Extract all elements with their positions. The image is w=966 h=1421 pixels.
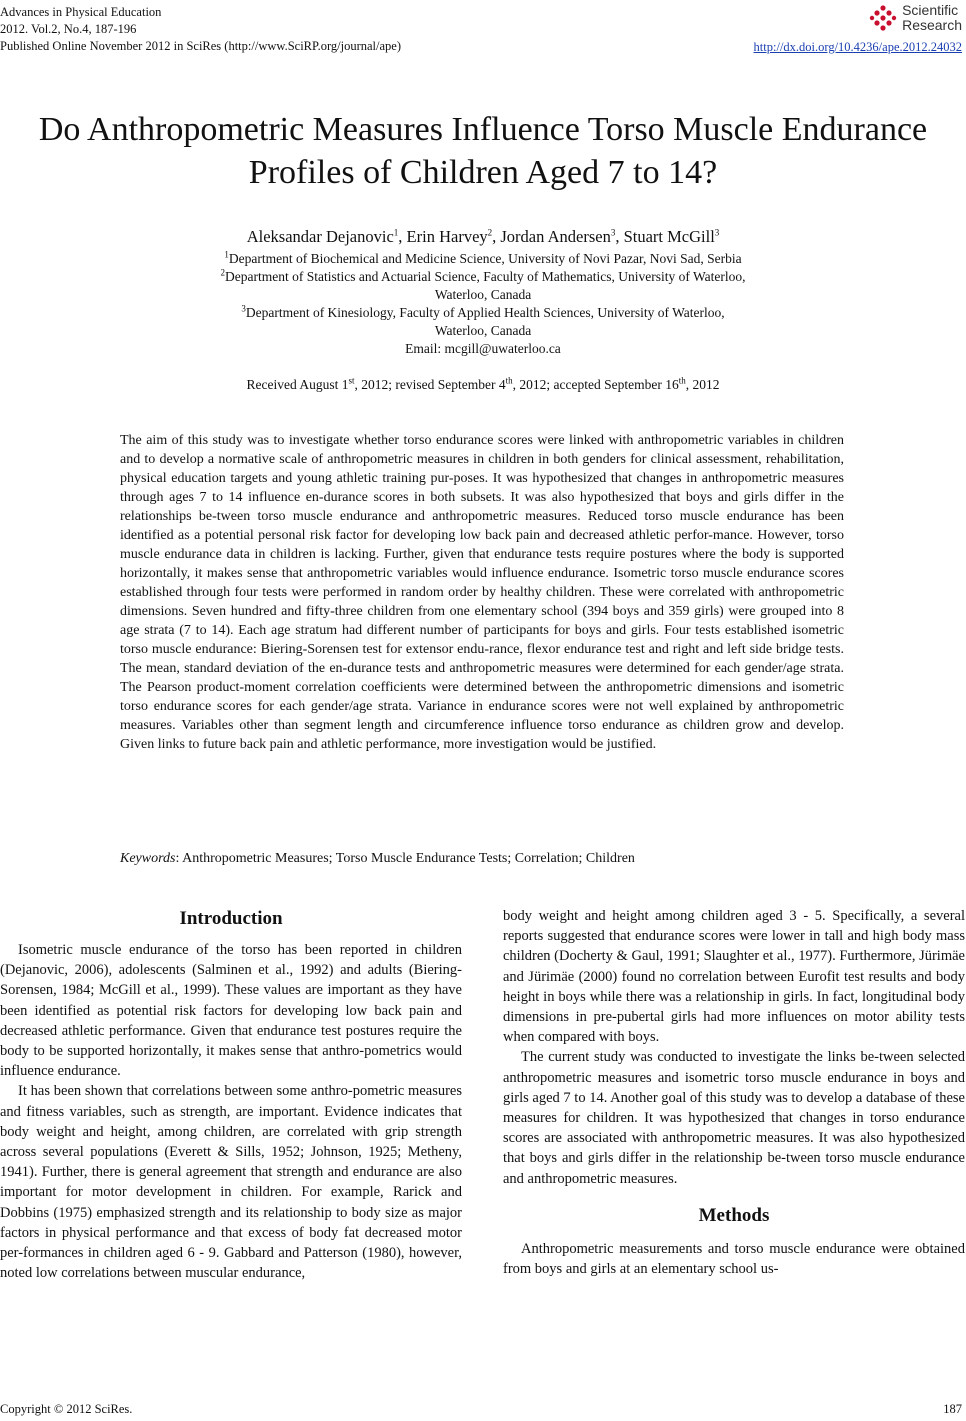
author-name: Stuart McGill (623, 227, 715, 246)
author-separator: , (398, 227, 407, 246)
left-column (0, 906, 462, 1283)
ordinal: st (348, 375, 355, 386)
keywords (120, 851, 635, 867)
author-affil-mark: 3 (714, 227, 720, 238)
intro-paragraph-2: It has been shown that correlations between some anthro-pometric measures and fitness variables, such as strength, are important. Evidence indicates that body weight and height, among children, are correlated with grip strength across several populations (Everett & Sills, 1952; Johnson, 1925; Metheny, 1941). Further, there is general agreement that strength and endurance are also important for motor development in children. For example, Rarick and Dobbins (1975) emphasized strength and its relationship to body size as major factors in physical performance and that excess of body fat decreased motor per-formances in children aged 6 - 9. Gabbard and Patterson (1980), however, noted low correlations between muscular endurance, (0, 1083, 462, 1282)
paper-title (0, 108, 966, 194)
affiliation-2 (0, 268, 966, 286)
author-name: Erin Harvey (406, 227, 488, 246)
received-dates (0, 377, 966, 393)
keywords-text: : Anthropometric Measures; Torso Muscle Endurance Tests; Correlation; Children (175, 851, 635, 866)
affiliation-2-city: Waterloo, Canada (434, 287, 532, 302)
logo-line-1: Scientific (902, 2, 959, 18)
affil-mark: 3 (241, 303, 246, 314)
abstract: The aim of this study was to investigate whether torso endurance scores were linked with anthropometric variables in children and to develop a normative scale of anthropometric measures in children in both genders for clinical assessment, rehabilitation, physical education targets and young athletic training pur-poses. It was hypothesized that changes in anthropometric measures through ages 7 to 14 influence en-durance scores in both subsets. It was also hypothesized that boys and girls differ in the relationships be-tween torso muscle endurance and anthropometric measures. Reduced torso muscle endurance has been identified as a potential personal risk factor for developing low back pain and decreased athletic perfor-mance. However, torso muscle endurance data in children is lacking. Further, given that endurance tests require postures where the body is supported horizontally, it makes sense that anthropometric variables would influence endurance. Isometric torso muscle endurance scores established through four tests were performed in random order by healthy children. These were correlated with anthropometric dimensions. Seven hundred and fifty-three children from one elementary school (394 boys and 359 girls) were grouped into 8 age strata (7 to 14). Each age stratum had different number of participants for boys and girls. Four tests established isometric torso muscle endurance: Biering-Sorensen test for extensor endu-rance, flexor endurance test and right and left side bridge tests. The mean, standard deviation of the en-durance tests and anthropometric measures were determined for each gender/age strata. The Pearson product-moment correlation coefficients were determined between the anthropometric dimensions and isometric torso endurance scores for each gender/age strata. Variance in endurance scores were not well explained by anthropometric measures. Variables other than segment length and circumference influence torso endurance as children grow and develop. Given links to future back pain and athletic performance, more investigation would be justified. (120, 433, 844, 752)
title-line-1: Do Anthropometric Measures Influence Torso Muscle Endurance (38, 111, 928, 148)
author-affil-mark: 3 (610, 227, 616, 238)
methods-heading: Methods (698, 1204, 770, 1226)
author-separator: , (492, 227, 501, 246)
affiliation-text: Department of Kinesiology, Faculty of Applied Health Sciences, University of Waterloo, (245, 305, 725, 320)
scientific-research-logo-icon (868, 3, 898, 33)
intro-paragraph-3: body weight and height among children aged 3 - 5. Specifically, a several reports suggested that endurance scores were lower in tall and high body mass children (Docherty & Gaul, 1991; Slaughter et al., 1977). Furthermore, Jürimäe and Jürimäe (2000) found no correlation between Eurofit test results and body height in boys while there was a relationship in girls. In fact, longitudinal body dimensions in pre-pubertal girls had more influences on motor ability tests when compared with boys. (503, 908, 965, 1046)
affiliation-3-city: Waterloo, Canada (434, 323, 532, 338)
date-text: , 2012; revised September 4 (354, 377, 506, 392)
author-list (0, 227, 966, 247)
affiliation-3 (0, 304, 966, 322)
publisher-logo (868, 0, 962, 36)
affiliations (0, 250, 966, 358)
contact-email: Email: mcgill@uwaterloo.ca (405, 341, 561, 356)
journal-volume: 2012. Vol.2, No.4, 187-196 (0, 22, 137, 36)
affiliation-text: Department of Statistics and Actuarial Science, Faculty of Mathematics, University of Waterloo, (224, 269, 746, 284)
page-number: 187 (943, 1402, 962, 1416)
date-text: , 2012; accepted September 16 (512, 377, 679, 392)
journal-name: Advances in Physical Education (0, 5, 162, 19)
doi-link[interactable]: http://dx.doi.org/10.4236/ape.2012.24032 (753, 40, 962, 54)
intro-paragraph-4: The current study was conducted to investigate the links be-tween selected anthropometric measures and isometric torso muscle endurance in boys and girls aged 7 to 14. Another goal of this study was to develop a database of these measures for children. It was hypothesized that changes in torso endurance scores are associated with anthropometric measures. It was also hypothesized that boys and girls differ in the relationship be-tween torso muscle endurance and anthropometric measures. (503, 1049, 965, 1187)
logo-line-2: Research (902, 17, 962, 33)
right-column (503, 906, 965, 1279)
methods-paragraph-1: Anthropometric measurements and torso muscle endurance were obtained from boys and girls at an elementary school us- (503, 1240, 965, 1278)
date-text: Received August 1 (246, 377, 349, 392)
keywords-label: Keywords (120, 851, 176, 866)
journal-header (0, 4, 401, 55)
author-affil-mark: 2 (487, 227, 493, 238)
affil-mark: 2 (220, 267, 225, 278)
author-name: Jordan Andersen (500, 227, 611, 246)
affil-mark: 1 (224, 249, 229, 260)
ordinal: th (505, 375, 513, 386)
introduction-heading: Introduction (179, 908, 283, 929)
copyright-notice: Copyright © 2012 SciRes. (0, 1402, 133, 1416)
author-name: Aleksandar Dejanovic (246, 227, 394, 246)
publication-info: Published Online November 2012 in SciRes (http://www.SciRP.org/journal/ape) (0, 39, 402, 53)
affiliation-text: Department of Biochemical and Medicine Science, University of Novi Pazar, Novi Sad, Serbia (228, 251, 742, 266)
intro-paragraph-1: Isometric muscle endurance of the torso has been reported in children (Dejanovic, 2006), adolescents (Salminen et al., 1992) and adults (Biering-Sorensen, 1984; McGill et al., 1999). These values are important as they have been identified as potential risk factors for developing low back pain and decreased athletic performance. Given that endurance test postures require the body to be supported horizontally, it makes sense that anthro-pometrics would influence endurance. (0, 942, 462, 1080)
author-affil-mark: 1 (393, 227, 399, 238)
title-line-2: Profiles of Children Aged 7 to 14? (248, 154, 718, 191)
ordinal: th (678, 375, 686, 386)
date-text: , 2012 (685, 377, 720, 392)
affiliation-1 (0, 250, 966, 268)
author-separator: , (615, 227, 624, 246)
